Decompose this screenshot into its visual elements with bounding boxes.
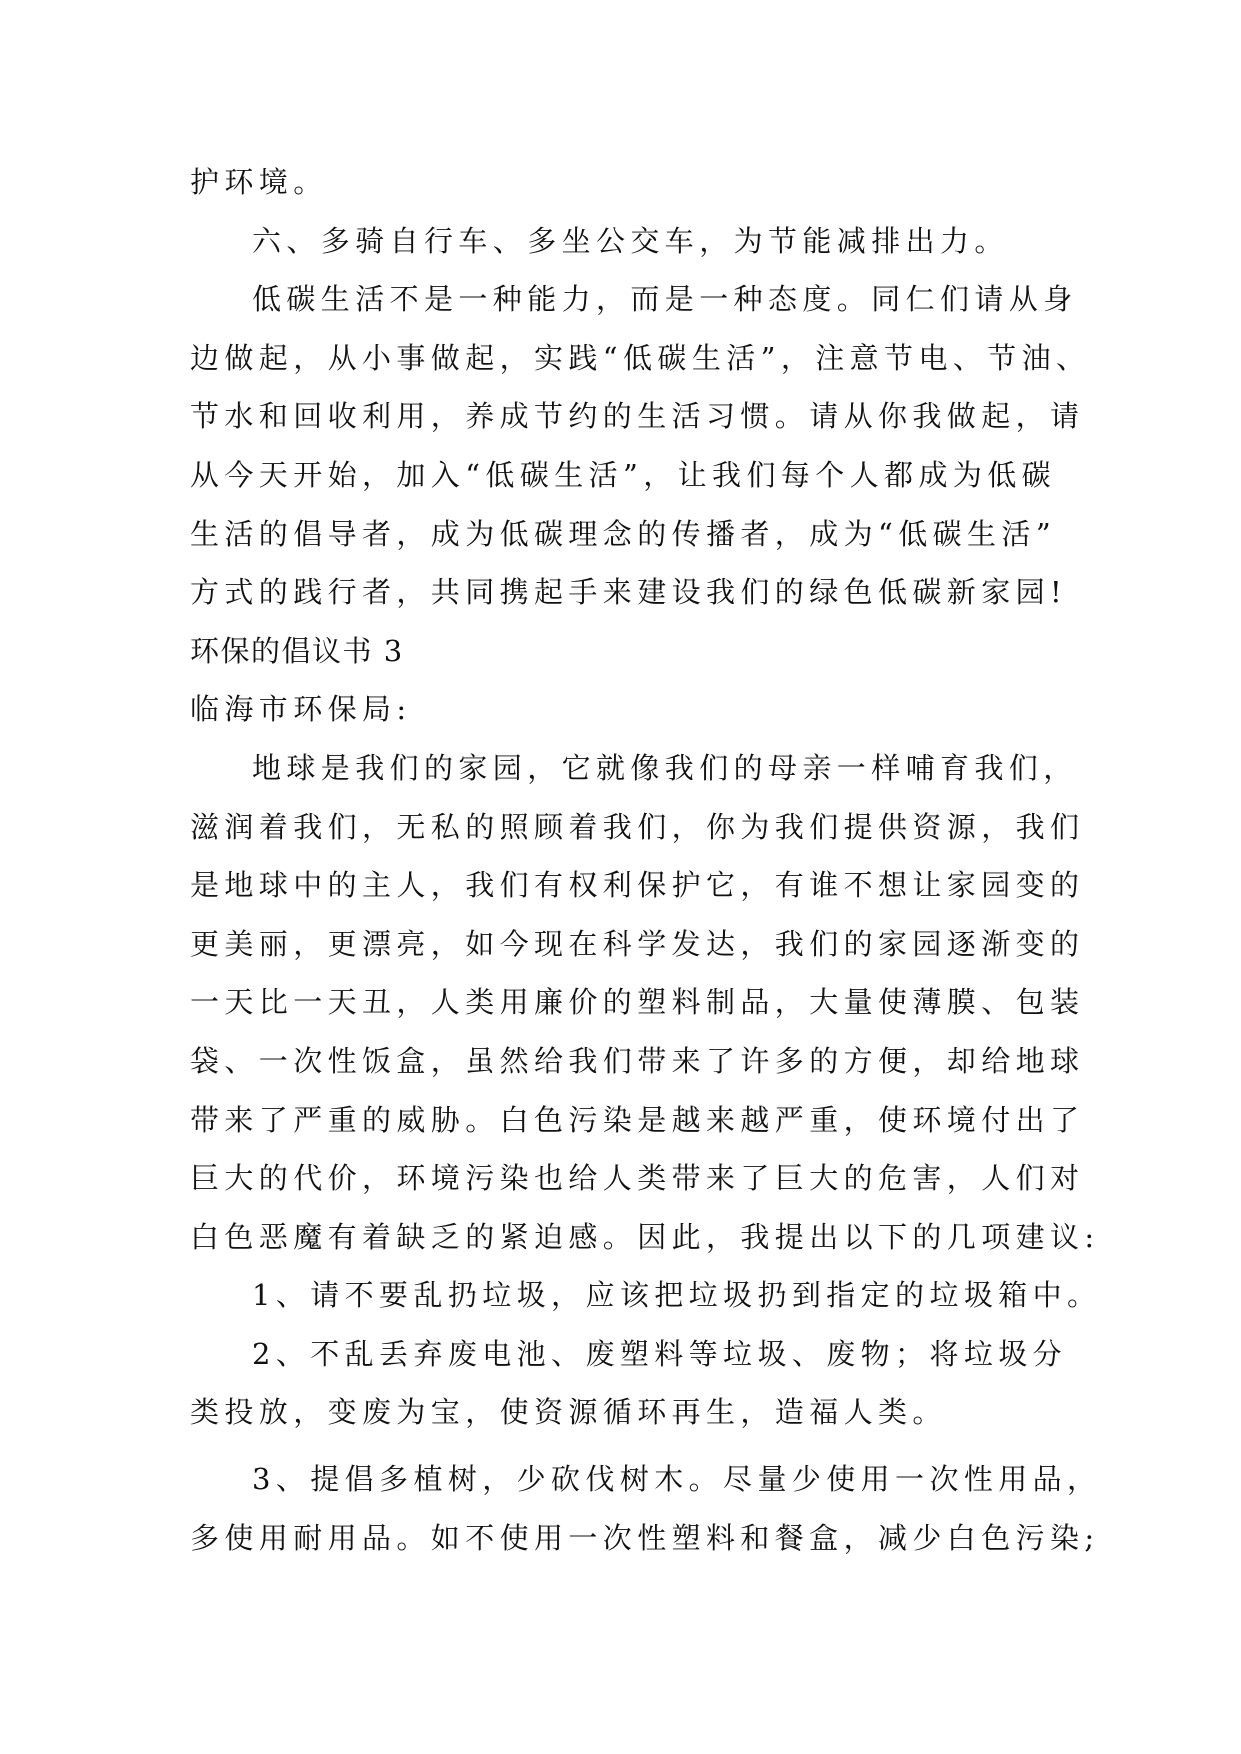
paragraph-line: 低碳生活不是一种能力，而是一种态度。同仁们请从身 [252, 282, 1078, 317]
paragraph-line: 方式的践行者，共同携起手来建设我们的绿色低碳新家园! [190, 575, 1068, 610]
paragraph-line: 护环境。 [190, 165, 328, 199]
paragraph-line: 六、多骑自行车、多坐公交车，为节能减排出力。 [252, 223, 1009, 258]
paragraph-line: 更美丽，更漂亮，如今现在科学发达，我们的家园逐渐变的 [190, 926, 1085, 961]
section-title: 环保的倡议书 3 [190, 633, 404, 668]
paragraph-line: 白色恶魔有着缺乏的紧迫感。因此，我提出以下的几项建议: [190, 1219, 1100, 1254]
paragraph-line: 生活的倡导者，成为低碳理念的传播者，成为“低碳生活” [190, 516, 1057, 551]
paragraph-line: 袋、一次性饭盒，虽然给我们带来了许多的方便，却给地球 [190, 1043, 1085, 1078]
list-item: 2、不乱丢弃废电池、废塑料等垃圾、废物；将垃圾分 [252, 1336, 1068, 1371]
paragraph-line: 节水和回收利用，养成节约的生活习惯。请从你我做起，请 [190, 399, 1085, 434]
paragraph-line: 多使用耐用品。如不使用一次性塑料和餐盒，减少白色污染; [190, 1520, 1100, 1555]
paragraph-line: 从今天开始，加入“低碳生活”，让我们每个人都成为低碳 [190, 457, 1057, 492]
paragraph-line: 是地球中的主人，我们有权利保护它，有谁不想让家园变的 [190, 868, 1085, 903]
list-item: 3、提倡多植树，少砍伐树木。尽量少使用一次性用品， [252, 1462, 1102, 1497]
paragraph-line: 类投放，变废为宝，使资源循环再生，造福人类。 [190, 1395, 947, 1430]
document-body [190, 153, 1102, 1567]
paragraph-line: 巨大的代价，环境污染也给人类带来了巨大的危害，人们对 [190, 1161, 1085, 1196]
salutation: 临海市环保局: [190, 692, 412, 727]
paragraph-line: 滋润着我们，无私的照顾着我们，你为我们提供资源，我们 [190, 809, 1085, 844]
paragraph-line: 一天比一天丑，人类用廉价的塑料制品，大量使薄膜、包装 [190, 985, 1085, 1020]
paragraph-line: 边做起，从小事做起，实践“低碳生活”，注意节电、节油、 [190, 340, 1091, 375]
paragraph-line: 带来了严重的威胁。白色污染是越来越严重，使环境付出了 [190, 1102, 1085, 1137]
list-item: 1、请不要乱扔垃圾，应该把垃圾扔到指定的垃圾箱中。 [252, 1278, 1102, 1313]
paragraph-line: 地球是我们的家园，它就像我们的母亲一样哺育我们， [252, 750, 1078, 785]
